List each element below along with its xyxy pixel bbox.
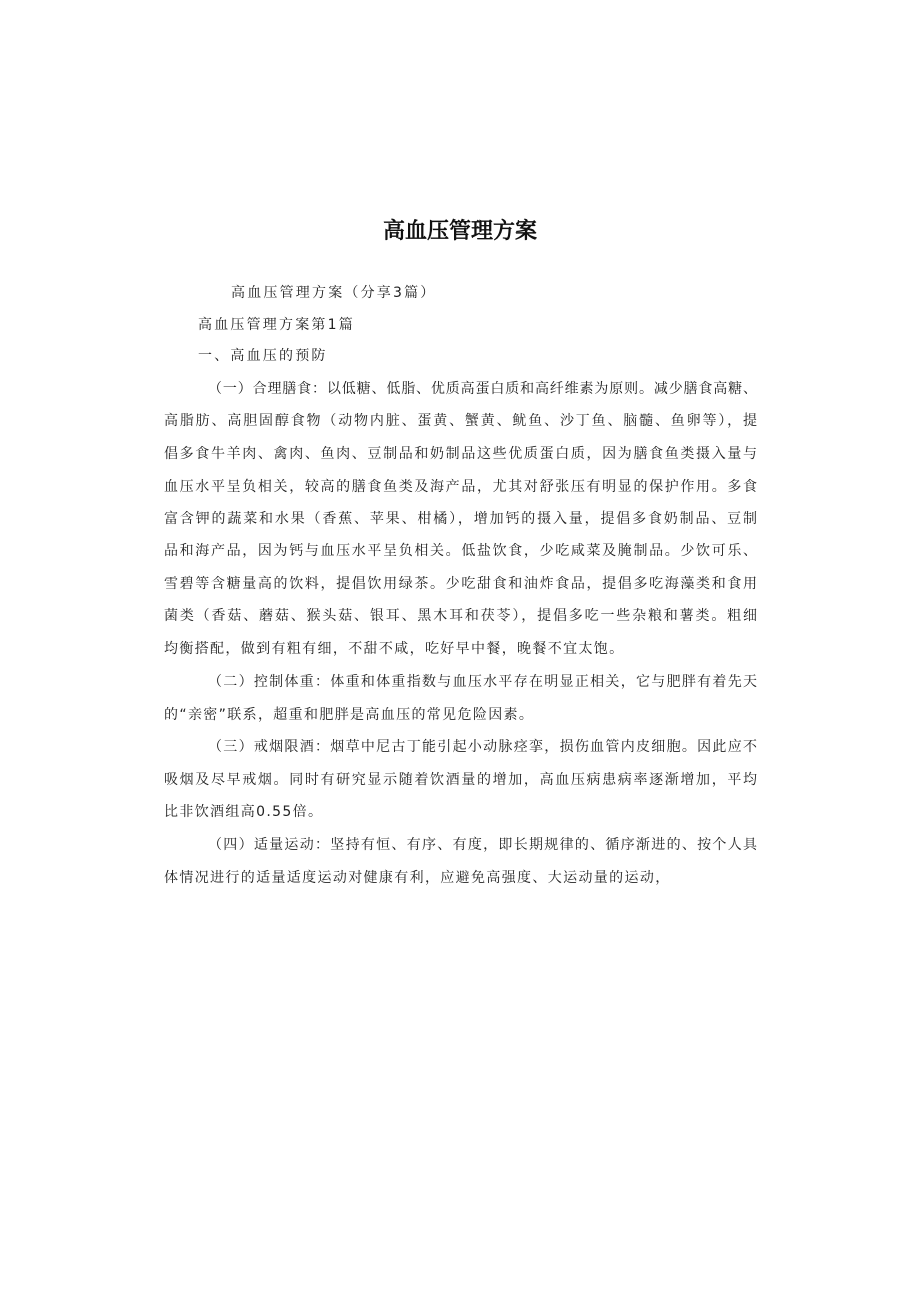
paragraph-line: 倡多食牛羊肉、禽肉、鱼肉、豆制品和奶制品这些优质蛋白质，因为膳食鱼类摄入量与 — [164, 446, 757, 462]
document-subtitle: 高血压管理方案（分享3篇） — [231, 285, 437, 301]
paragraph-line: 比非饮酒组高0.55倍。 — [164, 804, 324, 820]
paragraph-line: 均衡搭配，做到有粗有细，不甜不咸，吃好早中餐，晚餐不宜太饱。 — [164, 641, 625, 657]
document-title: 高血压管理方案 — [382, 219, 537, 244]
paragraph-line: 高脂肪、高胆固醇食物（动物内脏、蛋黄、蟹黄、鱿鱼、沙丁鱼、脑髓、鱼卵等），提 — [164, 413, 757, 429]
paragraph-line: 的“亲密”联系，超重和肥胖是高血压的常见危险因素。 — [164, 707, 535, 723]
paragraph-line: 富含钾的蔬菜和水果（香蕉、苹果、柑橘），增加钙的摄入量，提倡多食奶制品、豆制 — [164, 511, 757, 527]
paragraph-line: 血压水平呈负相关，较高的膳食鱼类及海产品，尤其对舒张压有明显的保护作用。多食 — [164, 479, 757, 495]
paragraph-line: （二）控制体重：体重和体重指数与血压水平存在明显正相关，它与肥胖有着先天 — [208, 674, 757, 690]
paragraph-line: 雪碧等含糖量高的饮料，提倡饮用绿茶。少吃甜食和油炸食品，提倡多吃海藻类和食用 — [164, 576, 757, 592]
paragraph-line: 品和海产品，因为钙与血压水平呈负相关。低盐饮食，少吃咸菜及腌制品。少饮可乐、 — [164, 543, 757, 559]
paragraph-line: 菌类（香菇、蘑菇、猴头菇、银耳、黑木耳和茯苓），提倡多吃一些杂粮和薯类。粗细 — [164, 608, 757, 624]
paragraph-line: 体情况进行的适量适度运动对健康有利，应避免高强度、大运动量的运动， — [164, 870, 671, 886]
heading-prevention: 一、高血压的预防 — [198, 348, 328, 364]
paragraph-line: （四）适量运动：坚持有恒、有序、有度，即长期规律的、循序渐进的、按个人具 — [208, 837, 757, 853]
paragraph-line: （一）合理膳食：以低糖、低脂、优质高蛋白质和高纤维素为原则。减少膳食高糖、 — [208, 381, 757, 397]
paragraph-line: （三）戒烟限酒：烟草中尼古丁能引起小动脉痉挛，损伤血管内皮细胞。因此应不 — [208, 739, 757, 755]
paragraph-line: 吸烟及尽早戒烟。同时有研究显示随着饮酒量的增加，高血压病患病率逐渐增加，平均 — [164, 772, 757, 788]
section-title: 高血压管理方案第1篇 — [198, 317, 355, 333]
